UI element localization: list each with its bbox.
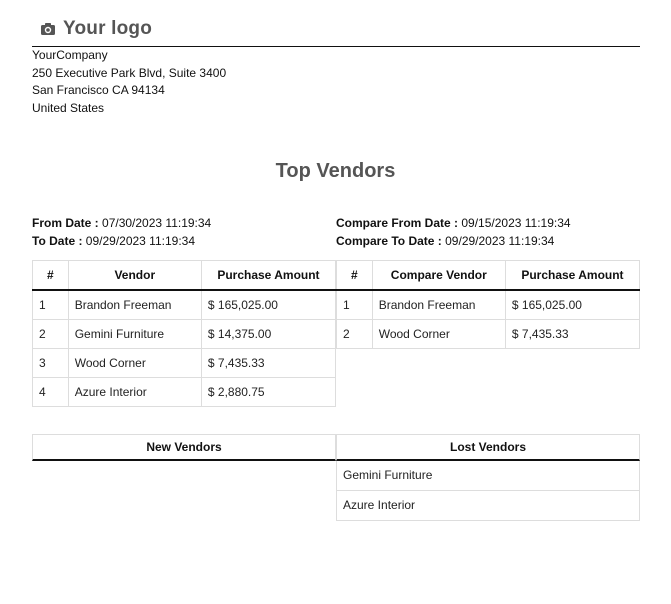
- from-date-label: From Date :: [32, 216, 99, 230]
- column-header-compare-vendor: Compare Vendor: [372, 261, 505, 291]
- new-vendors-heading: New Vendors: [32, 434, 336, 461]
- row-number: 1: [337, 290, 373, 320]
- address-line-1: 250 Executive Park Blvd, Suite 3400: [32, 65, 227, 80]
- vendor-name: Brandon Freeman: [68, 290, 201, 320]
- compare-from-date-value: 09/15/2023 11:19:34: [458, 216, 571, 230]
- column-header-vendor: Vendor: [68, 261, 201, 291]
- vendor-name: Wood Corner: [372, 320, 505, 349]
- compare-from-date: [336, 214, 571, 232]
- to-date: [32, 232, 211, 250]
- report-title: Top Vendors: [275, 160, 396, 182]
- purchase-amount: $ 165,025.00: [505, 290, 639, 320]
- purchase-amount: $ 2,880.75: [201, 378, 335, 407]
- list-item: Gemini Furniture: [336, 461, 640, 491]
- table-row: [33, 378, 336, 407]
- table-row: [337, 320, 640, 349]
- new-vendors-section: [32, 434, 336, 461]
- date-range: [32, 214, 211, 250]
- compare-to-date-label: Compare To Date :: [336, 234, 442, 248]
- compare-vendors-table: [336, 260, 640, 349]
- logo-text: Your logo: [63, 18, 153, 39]
- column-header-amount: Purchase Amount: [201, 261, 335, 291]
- row-number: 4: [33, 378, 69, 407]
- list-item: Azure Interior: [336, 491, 640, 521]
- address-country: United States: [32, 100, 105, 115]
- company-address: [32, 47, 226, 117]
- table-row: [337, 290, 640, 320]
- purchase-amount: $ 165,025.00: [201, 290, 335, 320]
- top-vendors-table: [32, 260, 336, 407]
- company-name: YourCompany: [32, 48, 108, 62]
- row-number: 1: [33, 290, 69, 320]
- table-row: [33, 320, 336, 349]
- compare-to-date-value: 09/29/2023 11:19:34: [441, 234, 555, 248]
- purchase-amount: $ 14,375.00: [201, 320, 335, 349]
- from-date: [32, 214, 211, 232]
- vendor-name: Brandon Freeman: [372, 290, 505, 320]
- compare-to-date: [336, 232, 571, 250]
- from-date-value: 07/30/2023 11:19:34: [98, 216, 212, 230]
- camera-icon: [40, 22, 56, 36]
- row-number: 3: [33, 349, 69, 378]
- table-header-row: [337, 261, 640, 291]
- row-number: 2: [33, 320, 69, 349]
- row-number: 2: [337, 320, 373, 349]
- lost-vendors-section: [336, 434, 640, 521]
- logo: [40, 18, 152, 40]
- report-header: [32, 14, 640, 47]
- purchase-amount: $ 7,435.33: [201, 349, 335, 378]
- table-row: [33, 349, 336, 378]
- column-header-amount: Purchase Amount: [505, 261, 639, 291]
- vendor-name: Gemini Furniture: [68, 320, 201, 349]
- compare-date-range: [336, 214, 571, 250]
- vendor-name: Wood Corner: [68, 349, 201, 378]
- address-line-2: San Francisco CA 94134: [32, 83, 165, 97]
- column-header-number: #: [337, 261, 373, 291]
- to-date-value: 09/29/2023 11:19:34: [82, 234, 195, 248]
- table-row: [33, 290, 336, 320]
- to-date-label: To Date :: [32, 234, 83, 248]
- vendor-name: Azure Interior: [68, 378, 201, 407]
- table-header-row: [33, 261, 336, 291]
- compare-from-date-label: Compare From Date :: [336, 216, 459, 230]
- purchase-amount: $ 7,435.33: [505, 320, 639, 349]
- lost-vendors-heading: Lost Vendors: [336, 434, 640, 461]
- column-header-number: #: [33, 261, 69, 291]
